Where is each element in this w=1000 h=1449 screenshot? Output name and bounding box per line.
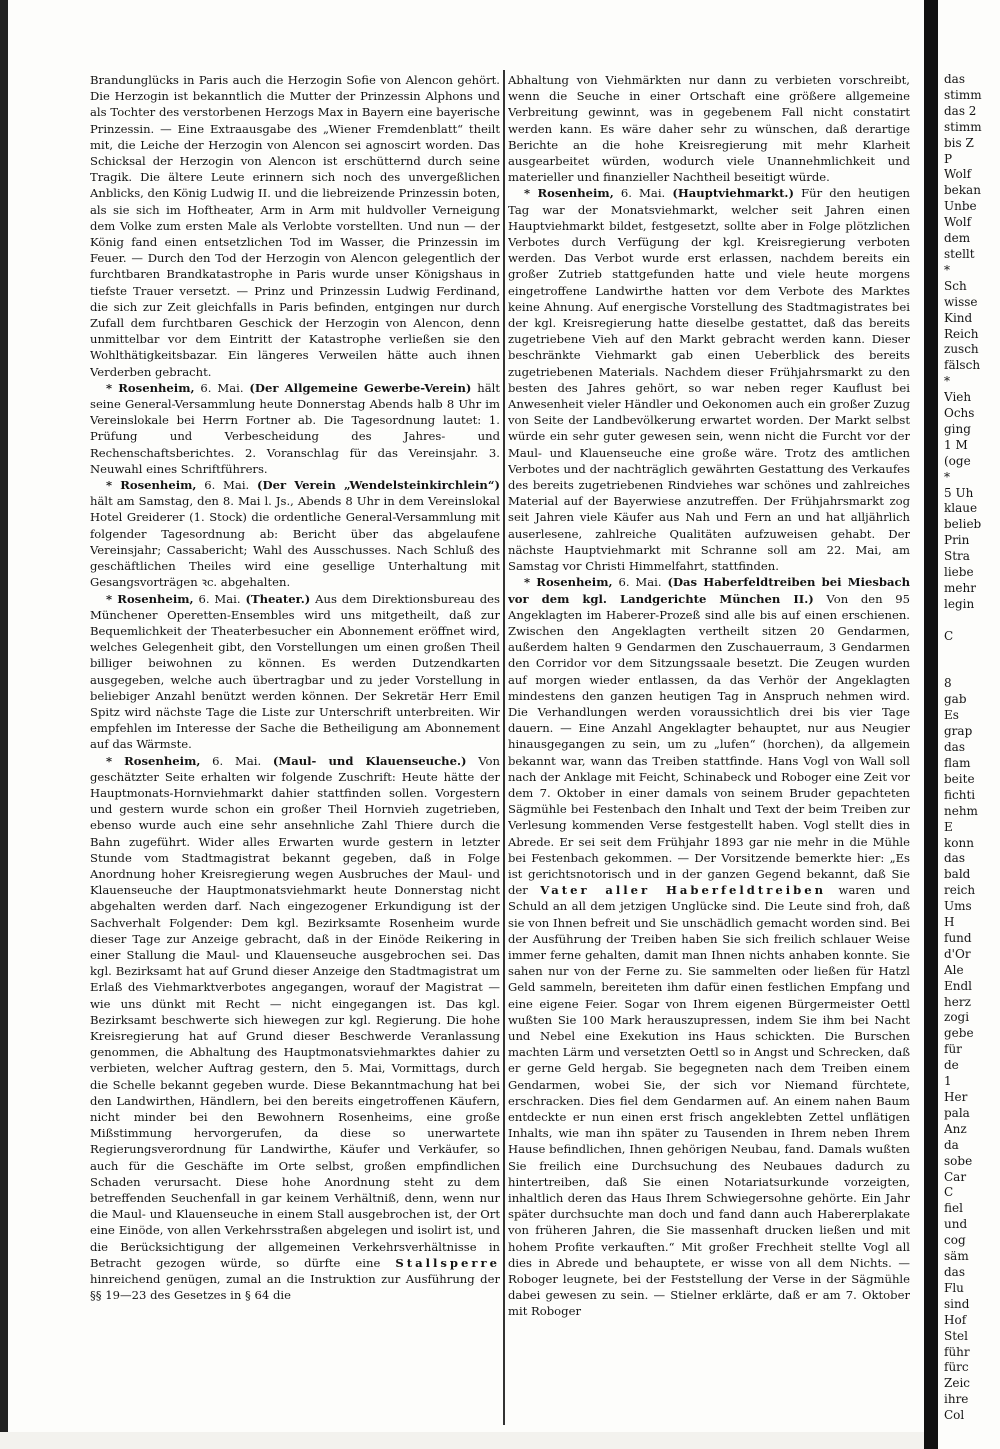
cropped-line-fragment: säm	[944, 1249, 969, 1264]
cropped-line-fragment: Wolf	[944, 215, 972, 230]
cropped-line-fragment: Car	[944, 1169, 967, 1184]
cropped-line-fragment	[944, 645, 1000, 661]
cropped-line-fragment: wisse	[944, 294, 978, 309]
cropped-line-fragment	[944, 613, 1000, 629]
cropped-line-fragment: stimm	[944, 119, 982, 134]
spaced-emphasis: Stallsperre	[395, 1255, 500, 1270]
cropped-line-fragment: klaue	[944, 501, 978, 516]
cropped-line-fragment: Zeic	[944, 1376, 970, 1391]
cropped-line-fragment: das	[944, 72, 965, 86]
article-body: Für den heutigen Tag war der Monatsviehmarkt, welcher seit Jahren einen Hauptviehmarkt bildet, festgesetzt, sollte aber in Folge plötzlichen Verbotes durch Verfügung der kgl. Kreisregierung verboten werden. Das Verbot wurde erst erlassen, nachdem bereits ein großer Zutrieb stattgefunden hatte und viele heute morgens eingetroffene Landwirthe hatten vor dem Verbote des Marktes keine Ahnung. Auf energische Vorstellung des Stadtmagistrates bei der kgl. Kreisregierung hatte dieselbe gestattet, daß das bereits zugetriebene Vieh auf den Markt gebracht werden kann. Dieser beschränkte Viehmarkt gab einen Ueberblick des bereits zugetriebenen Materials. Nachdem dieser Frühjahrsmarkt zu den besten des Jahres gehört, so war neben reger Kauflust bei Anwesenheit vieler Händler und Oekonomen auch ein großer Zuzug von Seite der Landbevölkerung erwartet worden. Der Markt selbst würde ein sehr guter gewesen sein, wenn nicht die Furcht vor der Maul- und Klauenseuche eine große wäre. Trotz des amtlichen Verbotes und der nachträglich gewährten Gestattung des Verkaufes des bereits zugetriebenen Rindviehes war schönes und zahlreiches Material auf der Bayerwiese anzutreffen. Der Frühjahrsmarkt zog seit Jahren viele Käufer aus Nah und Fern an und hat alljährlich auserlesene, zahlreiche Qualitäten aufzuweisen gehabt. Der nächste Hauptviehmarkt mit Schranne soll am 22. Mai, am Samstag vor Christi Himmelfahrt, stattfinden.	[508, 186, 910, 574]
column-left	[90, 72, 500, 1422]
cropped-line-fragment: mehr	[944, 581, 976, 595]
cropped-line-fragment: bis Z	[944, 135, 974, 150]
cropped-line-fragment: reich	[944, 883, 976, 898]
cropped-line-fragment: das	[944, 851, 965, 866]
cropped-line-fragment: *	[944, 469, 950, 484]
article-body: hält am Samstag, den 8. Mai l. Js., Abends 8 Uhr in dem Vereinslokal Hotel Greiderer (1. Stock) die ordentliche General-Versammlung mit folgender Tagesordnung ab: Bericht über das abgelaufene Vereinsjahr; Cassabericht; Wahl des Ausschusses. Nach Schluß des geschäftlichen Theiles wird eine gesellige Unterhaltung mit Gesangsvorträgen ꝛc. abgehalten.	[90, 494, 500, 590]
cropped-line-fragment: Reich	[944, 326, 979, 341]
cropped-line-fragment: P	[944, 151, 953, 166]
dateline: * Rosenheim,	[106, 380, 195, 395]
cropped-line-fragment: pala	[944, 1105, 970, 1120]
cropped-line-fragment: fichti	[944, 787, 976, 802]
cropped-line-fragment: de	[944, 1058, 959, 1073]
cropped-line-fragment: gab	[944, 692, 967, 707]
cropped-line-fragment: Anz	[944, 1121, 967, 1136]
article-heading: (Der Allgemeine Gewerbe-Verein)	[249, 380, 472, 395]
cropped-line-fragment: führ	[944, 1344, 970, 1359]
date: 6. Mai.	[618, 575, 662, 590]
binding-gutter	[924, 0, 938, 1449]
cropped-line-fragment: *	[944, 374, 950, 389]
cropped-line-fragment	[944, 661, 1000, 677]
cropped-line-fragment: nehm	[944, 803, 978, 818]
cropped-line-fragment: gebe	[944, 1026, 974, 1041]
article-body: Von geschätzter Seite erhalten wir folgende Zuschrift: Heute hätte der Hauptmonats-Hornviehmarkt dahier stattfinden sollen. Vorgestern und gestern wurde schon ein großer Theil Hornvieh zugetrieben, ebenso wurde auch eine sehr ansehnliche Zahl Thiere durch die Bahn zugeführt. Wider alles Erwarten wurde gestern in letzter Stunde vom Stadtmagistrat bekannt gegeben, daß in Folge Anordnung hoher Kreisregierung wegen Ausbruches der Maul- und Klauenseuche der Hauptmonatsviehmarkt heute Donnerstag nicht abgehalten werden darf. Nach eingezogener Erkundigung ist der Sachverhalt Folgender: Dem kgl. Bezirksamte Rosenheim wurde dieser Tage zur Anzeige gebracht, daß in der Einöde Reikering in einer Stallung die Maul- und Klauenseuche ausgebrochen sei. Das kgl. Bezirksamt hat auf Grund dieser Anzeige den Stadtmagistrat um Erlaß des Viehmarktverbotes angegangen, worauf der Magistrat — wie uns dünkt mit Recht — nicht eingegangen ist. Das kgl. Bezirksamt beschwerte sich hiewegen zur kgl. Regierung. Die hohe Kreisregierung hat auf Grund dieser Beschwerde Veranlassung genommen, die Abhaltung des Hauptmonatsviehmarktes dahier zu verbieten, welcher Auftrag gestern, den 5. Mai, Vormittags, durch die Schelle bekannt gegeben wurde. Diese Bekanntmachung hat bei den Landwirthen, Händlern, bei den bereits eingetroffenen Käufern, nicht minder bei den Bewohnern Rosenheims, eine große Mißstimmung hervorgerufen, da diese so unerwartete Regierungsverordnung für Landwirthe, Käufer und Verkäufer, so auch für die Geschäfte im Orte selbst, großen empfindlichen Schaden verursacht. Diese hohe Anordnung steht zu dem betreffenden Seuchenfall in gar keinem Verhältniß, denn, wenn nur die Maul- und Klauenseuche in einem Stall ausgebrochen ist, der Ort eine Einöde, von allen Verkehrsstraßen abgelegen und isolirt ist, und die Berücksichtigung der allgemeinen Verkehrsverhältnisse in Betracht gezogen würde, so dürfte eine	[90, 753, 500, 1270]
date: 6. Mai.	[212, 753, 262, 768]
article-body: hält seine General-Versammlung heute Donnerstag Abends halb 8 Uhr im Vereinslokale bei Herrn Fortner ab. Die Tagesordnung lautet: 1. Prüfung und Verbescheidung des Jahres- und Rechenschaftsberichtes. 2. Voranschlag für das Vereinsjahr. 3. Neuwahl eines Schriftführers.	[90, 380, 500, 476]
cropped-line-fragment: legin	[944, 596, 975, 611]
article-body-tail: waren und Schuld an all dem jetzigen Unglücke sind. Die Leute sind froh, daß sie von Ihnen befreit und Sie unschädlich gemacht worden sind. Bei der Ausführung der Treiben haben Sie sich freilich schlauer Weise immer ferne gehalten, damit man Ihnen nichts anhaben konnte. Sie sahen nur von der Ferne zu. Sie sammelten oder ließen für Hatzl Geld sammeln, bereiteten ihm dafür einen festlichen Empfang und eine eigene Feier. Sogar von Ihrem eigenen Bürgermeister Oettl wußten Sie 100 Mark herauszupressen, indem Sie ihm bei Nacht und Nebel eine Exekution ins Haus schickten. Die Burschen machten Lärm und versetzten Oettl so in Angst und Schrecken, daß er gerne Geld hergab. Sie begegneten nach dem Treiben einem Gendarmen, wobei Sie, der sich vor Niemand fürchtete, erschracken. Dies fiel dem Gendarmen auf. An einem nahen Baum entdeckte er nun einen erst frisch angeklebten Zettel unflätigen Inhalts, wie man ihn später zu Tausenden in Ihrem neben Ihrem Hause befindlichen, Ihnen gehörigen Neubau, fand. Damals wußten Sie freilich eine Durchsuchung des Neubaues dadurch zu hintertreiben, daß Sie einen Notariatsurkunde vorzeigten, inhaltlich deren das Haus Ihrem Schwiegersohne gehörte. Ein Jahr später durchsuchte man doch und fand dann auch Habererplakate von früheren Jahren, die Sie massenhaft drucken ließen und mit hohem Profite verkauften.“ Mit großer Frechheit stellte Vogl all dies in Abrede und behauptete, er wisse von all dem Nichts. — Roboger leugnete, bei der Feststellung der Verse in der Sägmühle dabei gewesen zu sein. — Stielner erklärte, daß er am 7. Oktober mit Roboger	[508, 883, 910, 1319]
cropped-line-fragment: Sch	[944, 278, 967, 293]
cropped-line-fragment: C	[944, 1185, 954, 1200]
cropped-line-fragment: grap	[944, 724, 973, 739]
cropped-line-fragment: H	[944, 915, 955, 930]
cropped-line-fragment: Hof	[944, 1312, 967, 1327]
column-middle	[508, 72, 910, 1422]
cropped-line-fragment: das 2	[944, 103, 977, 118]
scan-left-edge	[0, 0, 8, 1449]
cropped-line-fragment: das	[944, 1264, 965, 1279]
dateline: * Rosenheim,	[524, 186, 614, 201]
column-right-cropped	[944, 72, 1000, 1422]
cropped-line-fragment: 1	[944, 1074, 952, 1089]
cropped-line-fragment: Es	[944, 708, 959, 723]
page-bottom-margin	[0, 1432, 924, 1449]
cropped-line-fragment: dem	[944, 231, 971, 246]
cropped-line-fragment: *	[944, 262, 950, 277]
cropped-line-fragment: da	[944, 1137, 959, 1152]
cropped-line-fragment: das	[944, 740, 965, 755]
date: 6. Mai.	[198, 591, 241, 606]
cropped-line-fragment: Ochs	[944, 406, 975, 421]
cropped-line-fragment: ging	[944, 421, 971, 436]
cropped-line-fragment: Flu	[944, 1280, 964, 1295]
cropped-line-fragment: fürc	[944, 1360, 969, 1375]
column-rule	[503, 70, 505, 1425]
article-heading: (Der Verein „Wendelsteinkirchlein“)	[257, 478, 500, 493]
cropped-line-fragment: Stel	[944, 1328, 968, 1343]
cropped-line-fragment: liebe	[944, 565, 974, 580]
cropped-line-fragment: Unbe	[944, 199, 977, 214]
cropped-line-fragment: bekan	[944, 183, 981, 198]
cropped-line-fragment: d'Or	[944, 946, 971, 961]
cropped-line-fragment: zogi	[944, 1010, 970, 1025]
cropped-line-fragment: beite	[944, 771, 975, 786]
cropped-line-fragment: für	[944, 1042, 962, 1057]
article-heading: (Das Haberfeldtreiben bei Miesbach vor dem kgl. Landgerichte München II.)	[508, 575, 910, 606]
date: 6. Mai.	[620, 186, 666, 201]
cropped-line-fragment: ihre	[944, 1392, 969, 1407]
dateline: * Rosenheim,	[524, 575, 613, 590]
cropped-line-fragment: 8	[944, 676, 952, 691]
article-heading: (Theater.)	[245, 591, 311, 606]
cropped-line-fragment: 5 Uh	[944, 485, 974, 500]
cropped-line-fragment: C	[944, 628, 954, 643]
dateline: * Rosenheim,	[106, 591, 194, 606]
article-body: Aus dem Direktionsbureau des Münchener Operetten-Ensembles wird uns mitgetheilt, daß zur Bequemlichkeit der Theaterbesucher ein Abonnement eröffnet wird, welches Gelegenheit gibt, den Vorstellungen um einen großen Theil billiger beiwohnen zu können. Es werden Dutzendkarten ausgegeben, welche auch übertragbar und zu jeder Vorstellung in beliebiger Anzahl benützt werden können. Der Sekretär Herr Emil Spitz wird nächste Tage die Liste zur Unterschrift unterbreiten. Wir empfehlen im Interesse der Sache die Betheiligung am Abonnement auf das Wärmste.	[90, 591, 500, 752]
article-gewerbe-verein	[90, 380, 500, 477]
cropped-line-fragment: (oge	[944, 453, 971, 468]
cropped-line-fragment: Col	[944, 1408, 965, 1422]
article-paris-fire: Brandunglücks in Paris auch die Herzogin Sofie von Alencon gehört. Die Herzogin ist bekanntlich die Mutter der Prinzessin Alphons und als Tochter des verstorbenen Herzogs Max in Bayern eine bayerische Prinzessin. — Eine Extraausgabe des „Wiener Fremdenblatt“ theilt mit, die Leiche der Herzogin von Alencon sei agnoscirt worden. Das Schicksal der Herzogin von Alencon ist erschütternd durch seine Tragik. Die ältere Leute erinnern sich noch des unvergeßlichen Anblicks, den König Ludwig II. und die liebreizende Prinzessin boten, als sie sich im Hoftheater, Arm in Arm mit huldvoller Verneigung dem Volke zum ersten Male als Verlobte vorstellten. Und nun — der König fand einen entsetzlichen Tod im Wasser, die Prinzessin im Feuer. — Durch den Tod der Herzogin von Alencon gelegentlich der furchtbaren Brandkatastrophe in Paris wurde unser Königshaus in tiefste Trauer versetzt. — Prinz und Prinzessin Ludwig Ferdinand, die sich zur Zeit gleichfalls in Paris befinden, entgingen nur durch Zufall dem furchtbaren Geschick der Herzogin von Alencon, denn unmittelbar vor dem Eintritt der Katastrophe verließen sie den Wohlthätigkeitsbazar. Ein längeres Verweilen hätte auch ihnen Verderben gebracht.	[90, 73, 500, 379]
article-hauptviehmarkt	[508, 185, 910, 574]
cropped-line-fragment: E	[944, 819, 953, 834]
cropped-line-fragment: Ums	[944, 899, 972, 914]
cropped-line-fragment: fund	[944, 930, 972, 945]
cropped-line-fragment: stimm	[944, 87, 982, 102]
cropped-line-fragment: belieb	[944, 517, 982, 532]
article-heading: (Maul- und Klauenseuche.)	[272, 753, 467, 768]
article-haberfeldtreiben	[508, 574, 910, 1319]
article-body: Von den 95 Angeklagten im Haberer-Prozeß sind alle bis auf einen erschienen. Zwischen den Angeklagten vertheilt sitzen 20 Gendarmen, außerdem halten 9 Gendarmen den Zuschauerraum, 3 Gendarmen den Corridor vor dem Sitzungssaale besetzt. Die Zeugen wurden auf morgen wieder entlassen, da das Verhör der Angeklagten mindestens den ganzen heutigen Tag in Anspruch nehmen wird. Die Verhandlungen werden voraussichtlich drei bis vier Tage dauern. — Eine Anzahl Angeklagter behauptet, nur aus Neugier hinausgegangen zu sein, um zu „lufen“ (horchen), da allgemein bekannt war, wann das Treiben stattfinde. Hans Vogl von Wall soll nach der Anklage mit Feicht, Schinabeck und Roboger eine Zeit vor dem 7. Oktober in einer damals von seinem Bruder gepachteten Sägmühle bei Festenbach den Inhalt und Text der beim Treiben zur Verlesung kommenden Verse festgestellt haben. Vogl stellt dies in Abrede. Er sei seit dem Frühjahr 1893 gar nie mehr in die Mühle bei Festenbach gekommen. — Der Vorsitzende bemerkte hier: „Es ist gerichtsnotorisch und in der ganzen Gegend bekannt, daß Sie der	[508, 591, 910, 898]
article-theater	[90, 591, 500, 753]
article-klauenseuche-continued: Abhaltung von Viehmärkten nur dann zu verbieten vorschreibt, wenn die Seuche in einer Ortschaft eine größere allgemeine Verbreitung gewinnt, was in gegebenem Fall nicht constatirt werden kann. Es wäre daher sehr zu wünschen, daß derartige Berichte an die hohe Kreisregierung mit mehr Klarheit ausgearbeitet würden, wodurch viele Unannehmlichkeit und materieller und finanzieller Nachtheil beseitigt würde.	[508, 73, 910, 185]
cropped-line-fragment: Prin	[944, 533, 970, 548]
cropped-line-fragment: herz	[944, 994, 971, 1009]
cropped-line-fragment: konn	[944, 835, 974, 850]
date: 6. Mai.	[204, 478, 250, 493]
article-klauenseuche	[90, 753, 500, 1304]
cropped-line-fragment: 1 M	[944, 437, 968, 452]
cropped-line-fragment: stellt	[944, 246, 975, 261]
cropped-line-fragment: fälsch	[944, 358, 981, 373]
dateline: * Rosenheim,	[106, 478, 197, 493]
cropped-line-fragment: cog	[944, 1233, 966, 1248]
cropped-line-fragment: zusch	[944, 342, 979, 357]
cropped-line-fragment: Her	[944, 1090, 968, 1104]
article-wendelsteinkirchlein	[90, 477, 500, 590]
cropped-line-fragment: Endl	[944, 978, 973, 993]
cropped-line-fragment: Stra	[944, 549, 970, 564]
cropped-line-fragment: flam	[944, 755, 971, 770]
spaced-emphasis: Vater aller Haberfeldtreiben	[540, 883, 827, 898]
cropped-line-fragment: bald	[944, 867, 971, 882]
cropped-line-fragment: sind	[944, 1296, 970, 1311]
article-body-tail: hinreichend genügen, zumal an die Instruktion zur Ausführung der §§ 19—23 des Gesetzes in § 64 die	[90, 1272, 500, 1303]
cropped-line-fragment: Ale	[944, 962, 964, 977]
dateline: * Rosenheim,	[106, 753, 201, 768]
cropped-line-fragment: und	[944, 1217, 968, 1232]
cropped-line-fragment: fiel	[944, 1201, 963, 1216]
cropped-line-fragment: sobe	[944, 1153, 973, 1168]
cropped-line-fragment: Wolf	[944, 167, 972, 182]
date: 6. Mai.	[200, 380, 244, 395]
cropped-line-fragment: Kind	[944, 310, 973, 325]
cropped-line-fragment: Vieh	[944, 390, 972, 405]
article-heading: (Hauptviehmarkt.)	[672, 186, 794, 201]
